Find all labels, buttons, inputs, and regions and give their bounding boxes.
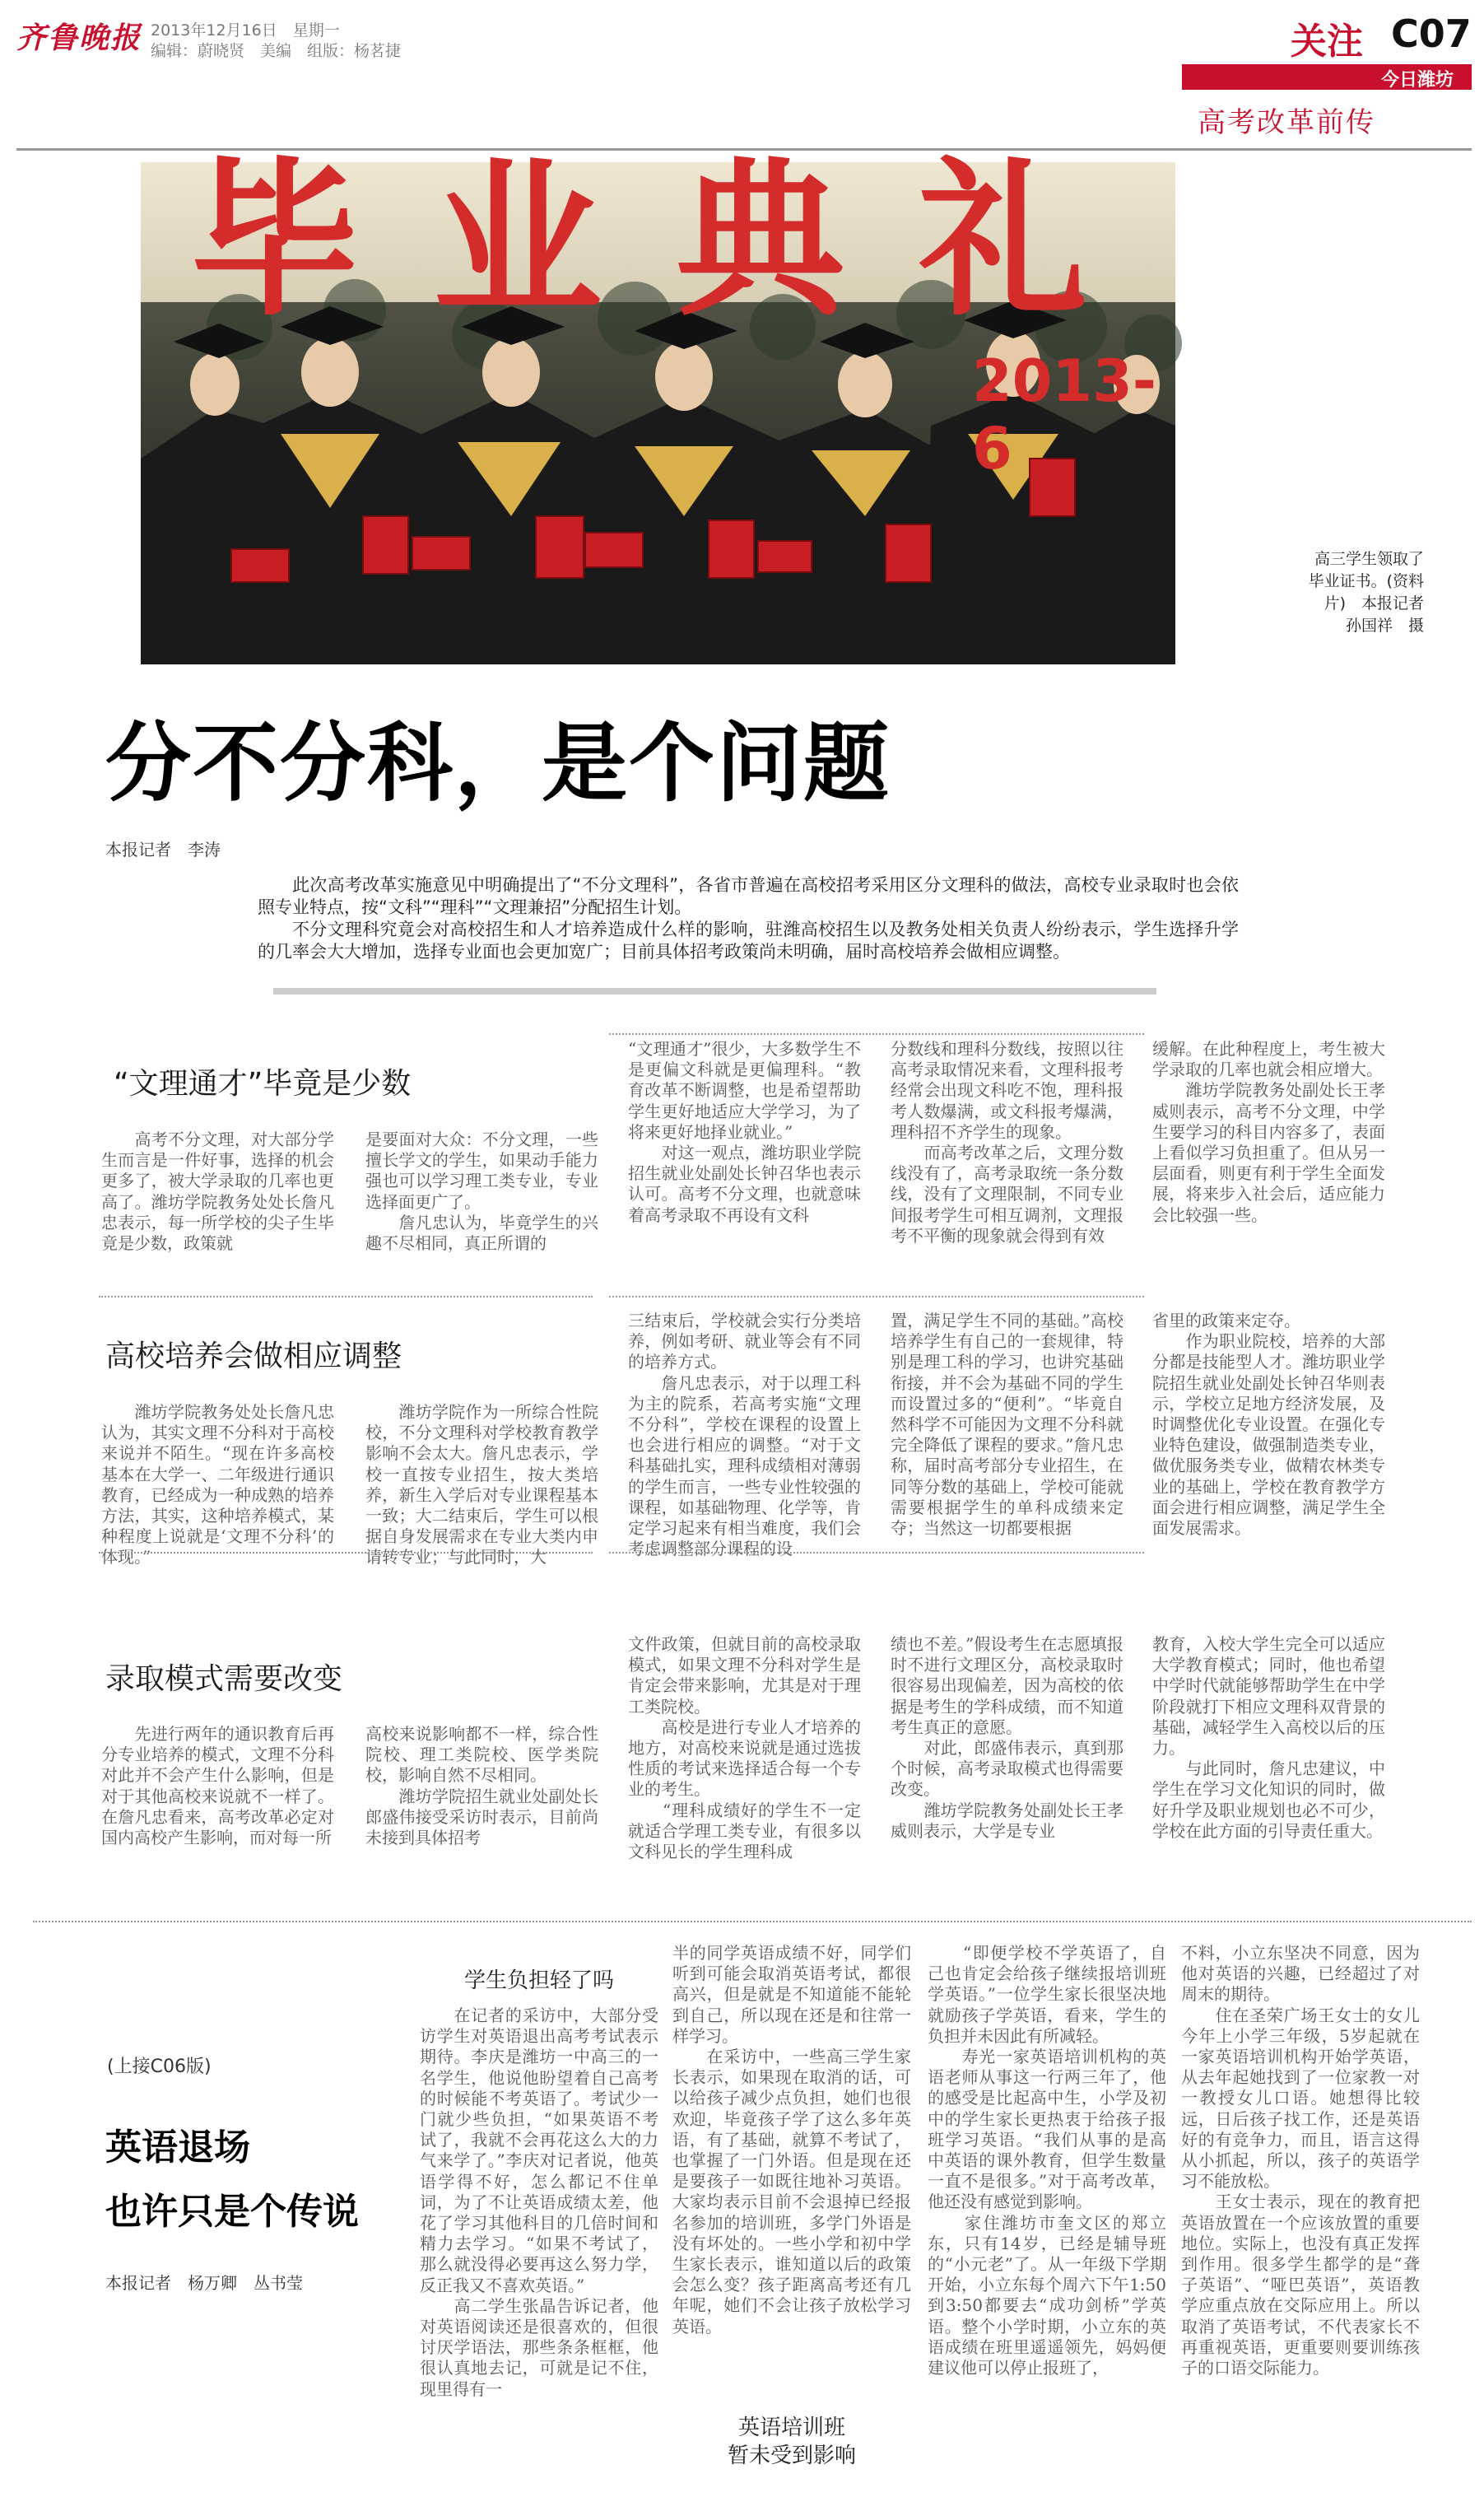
paper-logo: 齐鲁晚报 <box>16 21 142 55</box>
section-divider <box>99 1552 593 1554</box>
section3-col5: 教育，入校大学生完全可以适应大学教育模式；同时，他也希望中学时代就能够帮助学生在中学阶段就打下相应文理科双背景的基础，减轻学生入高校以后的压力。 与此同时，詹凡忠建议，中学生在学习文化知识的同时，做好升学及职业规划也必不可少，学校在此方面的引导责任重大。 <box>1152 1634 1385 1841</box>
byline: 本报记者 李涛 <box>105 840 221 860</box>
headline-2-line2: 也许只是个传说 <box>105 2191 359 2233</box>
section-heading-1: “文理通才”毕竟是少数 <box>114 1067 412 1101</box>
section2-col5: 省里的政策来定夺。 作为职业院校，培养的大部分都是技能型人才。潍坊职业学院招生就业处副处长钟召华则表示，学校立足地方经济发展，及时调整优化专业设置。在强化专业特色建设，做强制造类专业，做优服务类专业，做精农林类专业的基础上，学校在教育教学方面会进行相应调整，满足学生全面发展需求。 <box>1152 1311 1385 1539</box>
region-bar <box>1182 64 1472 90</box>
date-line: 2013年12月16日 星期一 <box>151 21 340 40</box>
editor-line: 编辑：蔚晓贤 美编 组版：杨茗捷 <box>151 42 402 60</box>
section3-col3: 文件政策，但就目前的高校录取模式，如果文理不分科对学生是肯定会带来影响，尤其是对于理工类院校。 高校是进行专业人才培养的地方，对高校来说就是通过选拔性质的考试来选择适合每一个专业的考生。 “理科成绩好的学生不一定就适合学理工类专业，有很多以文科见长的学生理科成 <box>628 1634 861 1862</box>
page-number: C07 <box>1391 12 1472 56</box>
section3-col2: 高校来说影响都不一样，综合性院校、理工类院校、医学类院校，影响自然不尽相同。 潍坊学院招生就业处副处长郎盛伟接受采访时表示，目前尚未接到具体招考 <box>365 1724 598 1848</box>
photo-caption: 高三学生领取了毕业证书。(资料片) 本报记者 孙国祥 摄 <box>1308 550 1440 635</box>
section-divider <box>609 1552 1144 1554</box>
year-mark: 2013-6 <box>972 347 1156 482</box>
column-title: 高考改革前传 <box>1198 106 1375 139</box>
section1-col1: 高考不分文理，对大部分学生而言是一件好事，选择的机会更多了，被大学录取的几率也更高了。潍坊学院教务处处长詹凡忠表示，每一所学校的尖子生毕竟是少数，政策就 <box>101 1130 334 1254</box>
section-divider <box>609 1033 1144 1035</box>
section3-col4: 绩也不差。”假设考生在志愿填报时不进行文理区分，高校录取时很容易出现偏差，因为高校的依据是考生的学科成绩，而不知道考生真正的意愿。 对此，郎盛伟表示，真到那个时候，高考录取模式也得需要改变。 潍坊学院教务处副处长王孝威则表示，大学是专业 <box>891 1634 1123 1841</box>
headline: 分不分科，是个问题 <box>105 713 891 813</box>
lead-paragraph-1: 此次高考改革实施意见中明确提出了“不分文理科”，各省市普遍在高校招考采用区分文理科的做法，高校专业录取时也会依照专业特点，按“文科”“理科”“文理兼招”分配招生计划。 <box>258 875 1239 917</box>
section2-col3: 三结束后，学校就会实行分类培养，例如考研、就业等会有不同的培养方式。 詹凡忠表示，对于以理工科为主的院系，若高考实施“文理不分科”，学校在课程的设置上也会进行相应的调整。“对于文科基础扎实，理科成绩相对薄弱的学生而言，一些专业性较强的课程，如基础物理、化学等，肯定学习起来有相当难度，我们会考虑调整部分课程的设 <box>628 1311 861 1559</box>
section2-col2: 潍坊学院作为一所综合性院校，不分文理科对学校教育教学影响不会太大。詹凡忠表示，学校一直按专业招生，按大类培养，新生入学后对专业课程基本一致；大二结束后，学生可以根据自身发展需求在专业大类内申请转专业；与此同时，大 <box>365 1402 598 1568</box>
region-label: 今日潍坊 <box>1380 70 1454 91</box>
lead-rule <box>273 988 1156 995</box>
section-label: 关注 <box>1291 21 1363 63</box>
byline-2: 本报记者 杨万卿 丛书莹 <box>105 2273 303 2293</box>
graduation-photo <box>141 142 1175 664</box>
lead-paragraph-2: 不分文理科究竟会对高校招生和人才培养造成什么样的影响，驻潍高校招生以及教务处相关负责人纷纷表示，学生选择升学的几率会大大增加，选择专业面也会更加宽广；目前具体招考政策尚未明确，届时高校培养会做相应调整。 <box>258 920 1239 962</box>
article-separator <box>33 1921 1472 1922</box>
article2-col4: 不料，小立东坚决不同意，因为他对英语的兴趣，已经超过了对周末的期待。 住在圣荣广场王女士的女儿今年上小学三年级，5岁起就在一家英语培训机构开始学英语，从去年起她找到了一位家教一对一教授女儿口语。她想得比较远，日后孩子找工作，还是英语好的有竞争力，而且，语言这得从小抓起，所以，孩子的英语学习不能放松。 王女士表示，现在的教育把英语放置在一个应该放置的重要地位。实际上，也没有真正发挥到作用。很多学生都学的是“聋子英语”、“哑巴英语”，英语教学应重点放在交际应用上。所以取消了英语考试，不代表家长不再重视英语，更重要则要训练孩子的口语交际能力。 <box>1181 1943 1420 2378</box>
headline-2-line1: 英语退场 <box>105 2127 250 2169</box>
subhead-1: 学生负担轻了吗 <box>463 1968 614 1993</box>
section-divider <box>609 1296 1144 1297</box>
section2-col1: 潍坊学院教务处处长詹凡忠认为，其实文理不分科对于高校来说并不陌生。“现在许多高校基本在大学一、二年级进行通识教育，已经成为一种成熟的培养方法，其实，这种培养模式，某种程度上说就是‘文理不分科’的体现。” <box>101 1402 334 1568</box>
article2-col3: “即便学校不学英语了，自己也肯定会给孩子继续报培训班学英语。”一位学生家长很坚决地就励孩子学英语，看来，学生的负担并未因此有所减轻。 寿光一家英语培训机构的英语老师从事这一行两三年了，他的感受是比起高中生，小学及初中的学生家长更热衷于给孩子报班学习英语。“我们从事的是高中英语的课外教育，但学生数量一直不是很多。”对于高考改革，他还没有感觉到影响。 家住潍坊市奎文区的郑立东，只有14岁，已经是辅导班的“小元老”了。从一年级下学期开始，小立东每个周六下午1:50到3:50都要去“成功剑桥”学英语。整个小学时期，小立东的英语成绩在班里遥遥领先，妈妈便建议他可以停止报班了， <box>928 1943 1166 2378</box>
jump-note: (上接C06版) <box>107 2057 212 2077</box>
section1-col2: 是要面对大众：不分文理，一些擅长学文的学生，如果动手能力强也可以学习理工类专业，专业选择面更广了。 詹凡忠认为，毕竟学生的兴趣不尽相同，真正所谓的 <box>365 1130 598 1254</box>
subhead-2: 英语培训班 暂未受到影响 <box>727 2415 856 2468</box>
section1-col3: “文理通才”很少，大多数学生不是更偏文科就是更偏理科。“教育改革不断调整，也是希望帮助学生更好地适应大学学习，为了将来更好地择业就业。” 对这一观点，潍坊职业学院招生就业处副处长钟召华也表示认可。高考不分文理，也就意味着高考录取不再设有文科 <box>628 1039 861 1225</box>
section2-col4: 置，满足学生不同的基础。”高校培养学生有自己的一套规律，特别是理工科的学习，也讲究基础衔接，并不会为基础不同的学生而设置过多的“便利”。“毕竟自然科学不可能因为文理不分科就完全降低了课程的要求。”詹凡忠称，届时高考部分专业招生，在同等分数的基础上，学校可能就需要根据学生的单科成绩来定夺；当然这一切都要根据 <box>891 1311 1123 1539</box>
banner-text: 毕业典礼 <box>190 142 1161 339</box>
section1-col5: 缓解。在此种程度上，考生被大学录取的几率也就会相应增大。 潍坊学院教务处副处长王孝威则表示，高考不分文理，中学生要学习的科目内容多了，表面上看似学习负担重了。但从另一层面看，则更有利于学生全面发展，将来步入社会后，适应能力会比较强一些。 <box>1152 1039 1385 1225</box>
lead-paragraphs <box>258 874 1239 963</box>
section-divider <box>99 1296 593 1297</box>
section-heading-2: 高校培养会做相应调整 <box>105 1339 402 1373</box>
article2-col1: 在记者的采访中，大部分受访学生对英语退出高考考试表示期待。李庆是潍坊一中高三的一名学生，他说他盼望着自己高考的时候能不考英语了。考试少一门就少些负担，“如果英语不考试了，我就不会再花这么大的力气来学了。”李庆对记者说，他英语学得不好，怎么都记不住单词，为了不让英语成绩太差，他花了学习其他科目的几倍时间和精力去学习。“如果不考试了，那么就没得必要再这么努力学，反正我又不喜欢英语。” 高二学生张晶告诉记者，他对英语阅读还是很喜欢的，但很讨厌学语法，那些条条框框，他很认真地去记，可就是记不住，现里得有一 <box>420 2006 658 2399</box>
article2-col2: 半的同学英语成绩不好，同学们听到可能会取消英语考试，都很高兴，但是就是不知道能不能轮到自己，所以现在还是和往常一样学习。 在采访中，一些高三学生家长表示，如果现在取消的话，可以给孩子减少点负担，她们也很欢迎，毕竟孩子学了这么多年英语，有了基础，就算不考试了，也掌握了一门外语。但是现在还是要孩子一如既往地补习英语。大家均表示目前不会退掉已经报名参加的培训班，多学门外语是没有坏处的。一些小学和初中学生家长表示，谁知道以后的政策会怎么变？孩子距离高考还有几年呢，她们不会让孩子放松学习英语。 <box>672 1943 911 2336</box>
section1-col4: 分数线和理科分数线，按照以往高考录取情况来看，文理科报考经常会出现文科吃不饱，理科报考人数爆满，或文科报考爆满，理科招不齐学生的现象。 而高考改革之后，文理分数线没有了，高考录取统一条分数线，没有了文理限制，不同专业间报考学生可相互调剂，文理报考不平衡的现象就会得到有效 <box>891 1039 1123 1246</box>
section-heading-3: 录取模式需要改变 <box>105 1662 343 1696</box>
section3-col1: 先进行两年的通识教育后再分专业培养的模式，文理不分科对此并不会产生什么影响，但是对于其他高校来说就不一样了。在詹凡忠看来，高考改革必定对国内高校产生影响，而对每一所 <box>101 1724 334 1848</box>
